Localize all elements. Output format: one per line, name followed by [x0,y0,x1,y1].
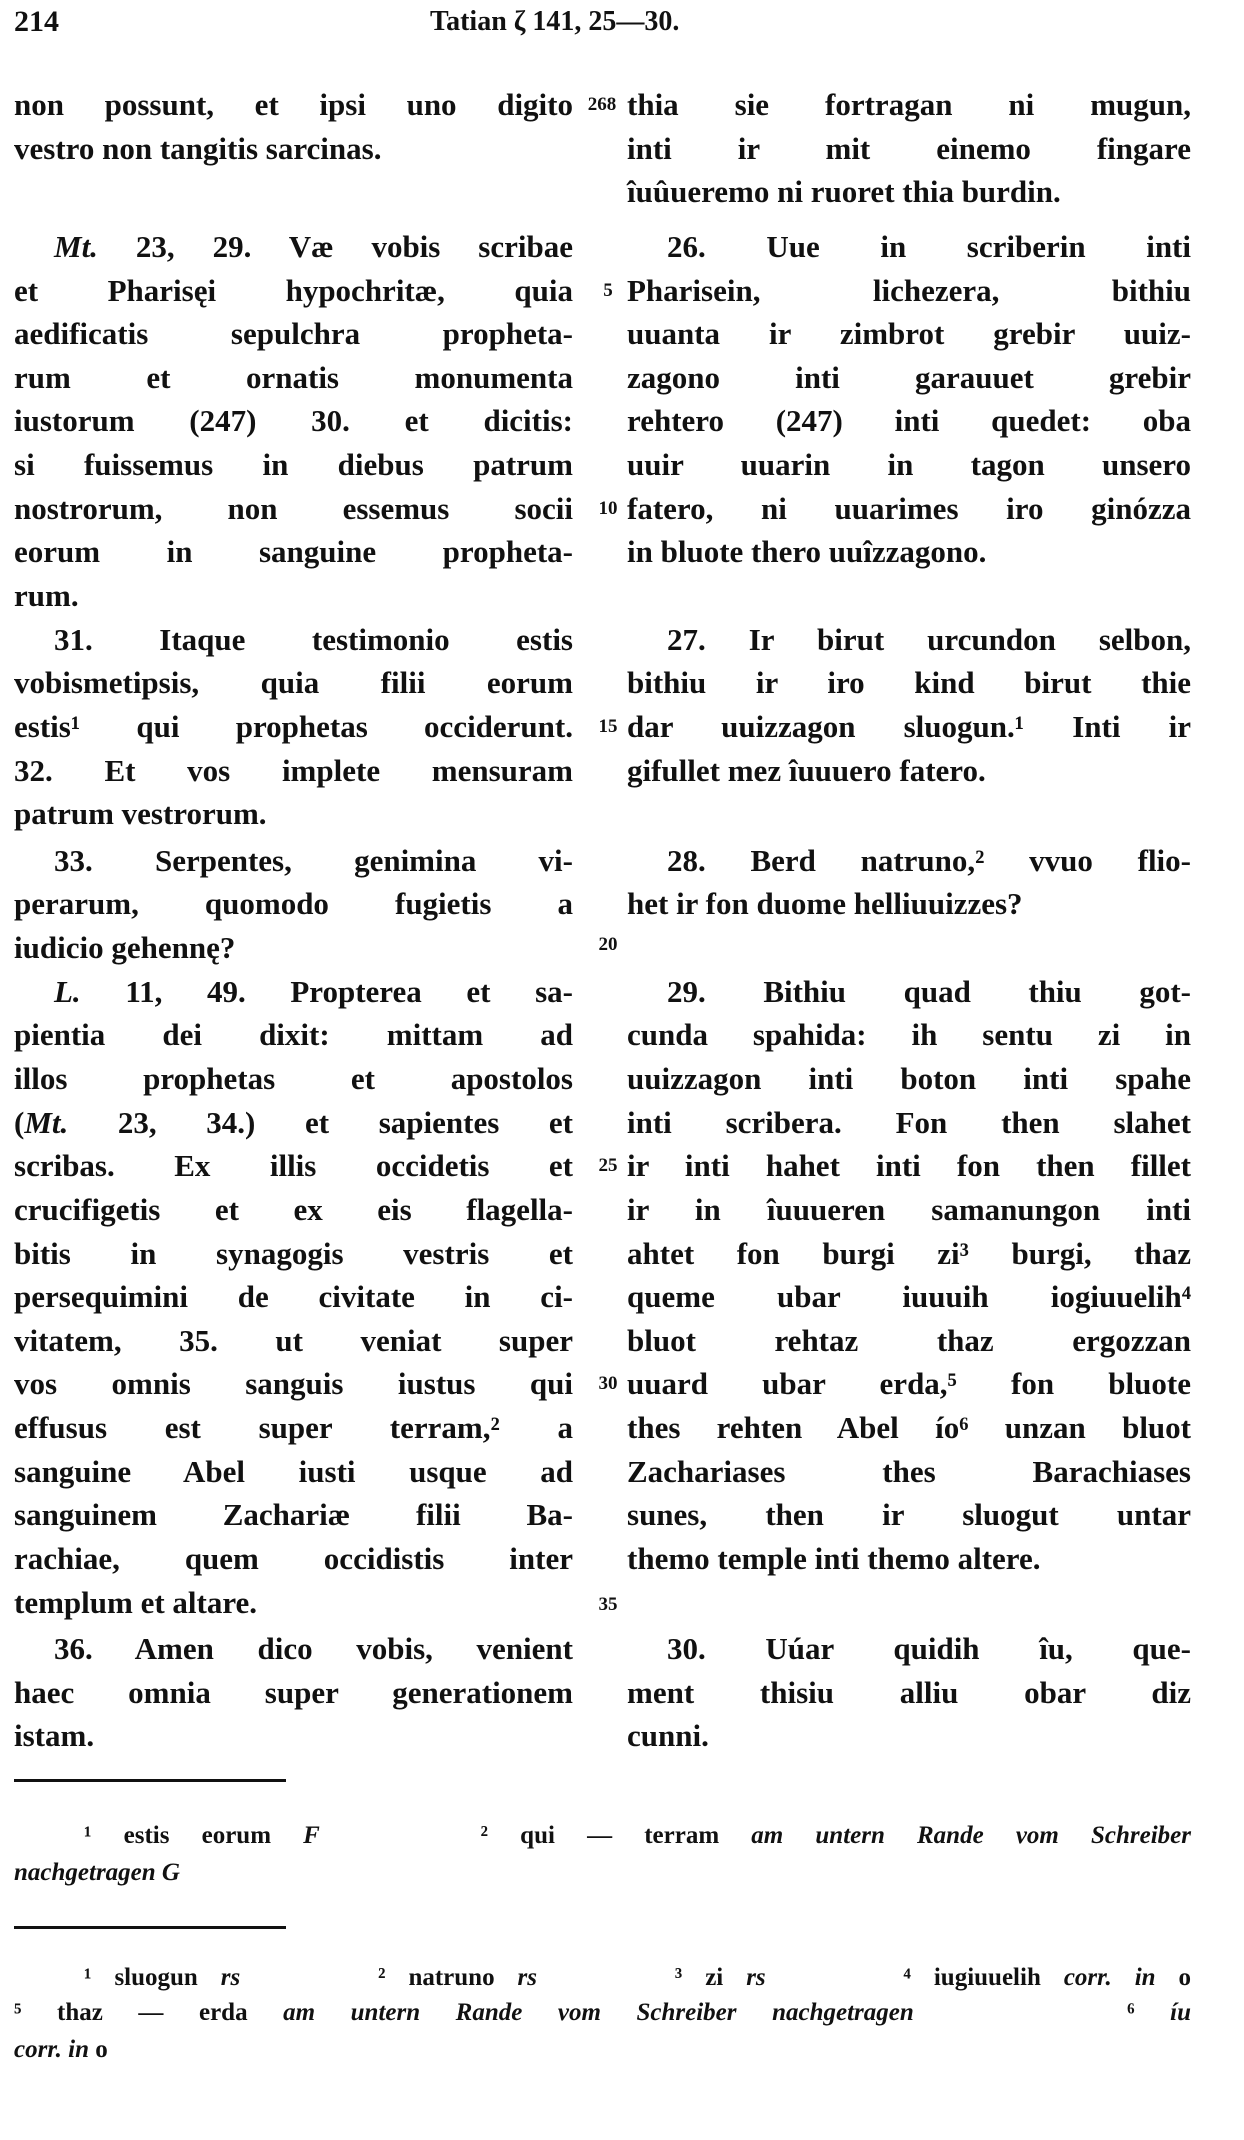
line-text: 26. Uue in scriberin inti [667,229,1191,264]
line-text: 29. Bithiu quad thiu got- [667,974,1191,1009]
text-line [54,618,573,662]
line-text [14,1101,573,1145]
line-text [84,1818,1191,1854]
text-line [627,705,1191,749]
text-line [667,970,1191,1014]
text-line [14,1493,573,1537]
text-segment: ¹ sluogun [84,1964,221,1991]
text-line [14,443,573,487]
text-line [627,1101,1191,1145]
line-text [14,2032,108,2068]
italic-text: rs [220,1964,241,1991]
text-line [54,1627,573,1671]
text-line [627,1319,1191,1363]
text-segment: ⁵ thaz — erda [14,1999,284,2026]
italic-text: am untern Rande vom Schreiber [751,1822,1191,1849]
line-text: vos omnis sanguis iustus qui [14,1366,573,1401]
text-line [627,1671,1191,1715]
line-number: 5 [603,280,613,301]
italic-text: íu [1170,1999,1191,2026]
line-text: rum. [14,578,79,613]
line-text: rehtero (247) inti quedet: oba [627,403,1191,438]
line-text: sunes, then ir sluogut untar [627,1497,1191,1532]
text-segment: ¹ estis eorum [84,1822,304,1849]
text-line [54,225,573,269]
text-line [54,839,573,883]
line-text [84,1960,1191,1996]
text-line [627,1013,1191,1057]
line-text: rachiae, quem occidistis inter [14,1541,573,1576]
text-segment: o [89,2036,108,2063]
text-segment: ( [14,1105,25,1140]
line-text: queme ubar iuuuih iogiuuelih⁴ [627,1279,1191,1314]
italic-text: Mt. [54,229,98,264]
line-text: inti ir mit einemo fingare [627,131,1191,166]
text-line [627,1714,1191,1758]
line-text: gifullet mez îuuuero fatero. [627,753,986,788]
text-line [627,127,1191,171]
line-text: eorum in sanguine propheta- [14,534,573,569]
text-line [627,356,1191,400]
text-line [14,269,573,313]
text-segment: 11, 49. Propterea et sa- [80,974,573,1009]
text-line [14,1057,573,1101]
line-text: cunni. [627,1718,709,1753]
line-text: crucifigetis et ex eis flagella- [14,1192,573,1227]
text-line [14,1319,573,1363]
text-line [627,269,1191,313]
footnote-line [14,1995,1191,2031]
italic-text: corr. in [14,2036,90,2063]
line-text: haec omnia super generationem [14,1675,573,1710]
text-line [627,443,1191,487]
text-line [627,170,1191,214]
text-segment: o [1155,1964,1192,1991]
running-title: Tatian ζ 141, 25—30. [430,6,680,37]
line-text: îuûueremo ni ruoret thia burdin. [627,174,1061,209]
text-line [627,661,1191,705]
italic-text: am untern Rande vom Schreiber nachgetragen [283,1999,914,2026]
line-text: bithiu ir iro kind birut thie [627,665,1191,700]
text-line [627,530,1191,574]
text-line [14,1275,573,1319]
text-line [627,1450,1191,1494]
text-line [627,1362,1191,1406]
text-segment: ⁶ [913,1999,1171,2026]
line-text: si fuissemus in diebus patrum [14,447,573,482]
line-text: istam. [14,1718,95,1753]
text-line [14,1714,573,1758]
text-line [627,1537,1191,1581]
line-text: iustorum (247) 30. et dicitis: [14,403,573,438]
line-text: het ir fon duome helliuuizzes? [627,886,1023,921]
text-line [627,1188,1191,1232]
line-text: iudicio gehennę? [14,930,236,965]
italic-text: Mt. [24,1105,69,1140]
text-line [627,487,1191,531]
line-number: 268 [587,94,617,115]
text-line [627,1406,1191,1450]
text-line [627,1144,1191,1188]
line-text: uuir uuarin in tagon unsero [627,447,1191,482]
line-text [14,1855,180,1891]
footnote-line [84,1960,1191,1996]
line-text: 31. Itaque testimonio estis [54,622,573,657]
text-line [14,1144,573,1188]
line-text: illos prophetas et apostolos [14,1061,573,1096]
text-line [14,399,573,443]
text-line [14,574,573,618]
text-line [627,312,1191,356]
text-line [14,1406,573,1450]
line-text: Zachariases thes Barachiases [627,1454,1191,1489]
line-text: et Pharisęi hypochritæ, quia [14,273,573,308]
text-line [667,618,1191,662]
text-line [14,487,573,531]
line-text: ir in îuuueren samanungon inti [627,1192,1191,1227]
line-text: uuard ubar erda,⁵ fon bluote [627,1366,1191,1401]
text-line [14,312,573,356]
line-text: cunda spahida: ih sentu zi in [627,1017,1191,1052]
text-line [14,882,573,926]
line-text: vitatem, 35. ut veniat super [14,1323,573,1358]
line-text: zagono inti garauuet grebir [627,360,1191,395]
line-text: bitis in synagogis vestris et [14,1236,573,1271]
text-segment: 23, 34.) et sapientes et [68,1105,573,1140]
line-text: in bluote thero uuîzzagono. [627,534,987,569]
line-text [14,1995,1191,2031]
line-text: 32. Et vos implete mensuram [14,753,573,788]
line-number: 25 [598,1155,618,1176]
line-text: 28. Berd natruno,² vvuo flio- [667,843,1191,878]
line-text: aedificatis sepulchra propheta- [14,316,573,351]
text-line [14,1450,573,1494]
line-text: bluot rehtaz thaz ergozzan [627,1323,1191,1358]
line-text: thia sie fortragan ni mugun, [627,87,1191,122]
text-segment: ³ zi [537,1964,747,1991]
line-text: sanguinem Zachariæ filii Ba- [14,1497,573,1532]
line-text: thes rehten Abel ío⁶ unzan bluot [627,1410,1191,1445]
text-segment: ⁴ iugiuuelih [765,1964,1064,1991]
italic-text: L. [54,974,81,1009]
line-text: uuizzagon inti boton inti spahe [627,1061,1191,1096]
line-text: ment thisiu alliu obar diz [627,1675,1191,1710]
text-line [14,1671,573,1715]
line-text: estis¹ qui prophetas occiderunt. [14,709,573,744]
footnote-line [14,2032,1191,2068]
text-segment: ² natruno [240,1964,518,1991]
line-text: dar uuizzagon sluogun.¹ Inti ir [627,709,1191,744]
line-text: pientia dei dixit: mittam ad [14,1017,573,1052]
text-line [14,1232,573,1276]
text-line [14,749,573,793]
text-line [627,399,1191,443]
text-line [14,1362,573,1406]
text-line [14,926,573,970]
text-line [627,1493,1191,1537]
text-line [54,970,573,1014]
italic-text: rs [746,1964,766,1991]
text-line [14,1581,573,1625]
text-line [14,1013,573,1057]
line-text: uuanta ir zimbrot grebir uuiz- [627,316,1191,351]
text-line [627,1232,1191,1276]
text-line [14,705,573,749]
line-text: themo temple inti themo altere. [627,1541,1041,1576]
line-number: 10 [598,498,618,519]
text-line [667,1627,1191,1671]
line-text: scribas. Ex illis occidetis et [14,1148,573,1183]
line-text: Pharisein, lichezera, bithiu [627,273,1191,308]
text-segment: 23, 29. Væ vobis scribae [97,229,573,264]
line-number: 35 [598,1594,618,1615]
text-line [14,530,573,574]
italic-text: corr. in [1063,1964,1156,1991]
line-text: vestro non tangitis sarcinas. [14,131,382,166]
text-line [627,749,1191,793]
line-text: vobismetipsis, quia filii eorum [14,665,573,700]
line-text: non possunt, et ipsi uno digito [14,87,573,122]
line-text: rum et ornatis monumenta [14,360,573,395]
line-number: 15 [598,716,618,737]
line-text [54,970,573,1014]
italic-text: F [303,1822,320,1849]
line-text: 27. Ir birut urcundon selbon, [667,622,1191,657]
line-text: 30. Uúar quidih îu, que- [667,1631,1191,1666]
text-line [14,83,573,127]
line-text: ahtet fon burgi zi³ burgi, thaz [627,1236,1191,1271]
page-number: 214 [14,5,59,38]
line-text: sanguine Abel iusti usque ad [14,1454,573,1489]
line-text: 33. Serpentes, genimina vi- [54,843,573,878]
line-text: inti scribera. Fon then slahet [627,1105,1191,1140]
line-number: 30 [598,1373,618,1394]
italic-text: nachgetragen G [14,1859,180,1886]
text-line [667,225,1191,269]
line-text: 36. Amen dico vobis, venient [54,1631,573,1666]
line-text: templum et altare. [14,1585,258,1620]
line-text: nostrorum, non essemus socii [14,491,573,526]
text-line [14,792,573,836]
line-text: effusus est super terram,² a [14,1410,573,1445]
italic-text: rs [517,1964,538,1991]
line-text: patrum vestrorum. [14,796,267,831]
text-segment: ² qui — terram [319,1822,752,1849]
line-number: 20 [598,934,618,955]
line-text: ir inti hahet inti fon then fillet [627,1148,1191,1183]
text-line [627,882,1191,926]
text-line [667,839,1191,883]
footnote-rule-german [14,1926,286,1929]
text-line [14,1188,573,1232]
line-text [54,225,573,269]
line-text: fatero, ni uuarimes iro ginózza [627,491,1191,526]
text-line [14,1537,573,1581]
text-line [14,356,573,400]
text-line [627,1275,1191,1319]
text-line [627,83,1191,127]
footnote-line [14,1855,1191,1891]
line-text: perarum, quomodo fugietis a [14,886,573,921]
footnote-line [84,1818,1191,1854]
line-text: persequimini de civitate in ci- [14,1279,573,1314]
text-line [14,127,573,171]
footnote-rule-latin [14,1779,286,1782]
text-line [14,661,573,705]
text-line [627,1057,1191,1101]
text-line [14,1101,573,1145]
